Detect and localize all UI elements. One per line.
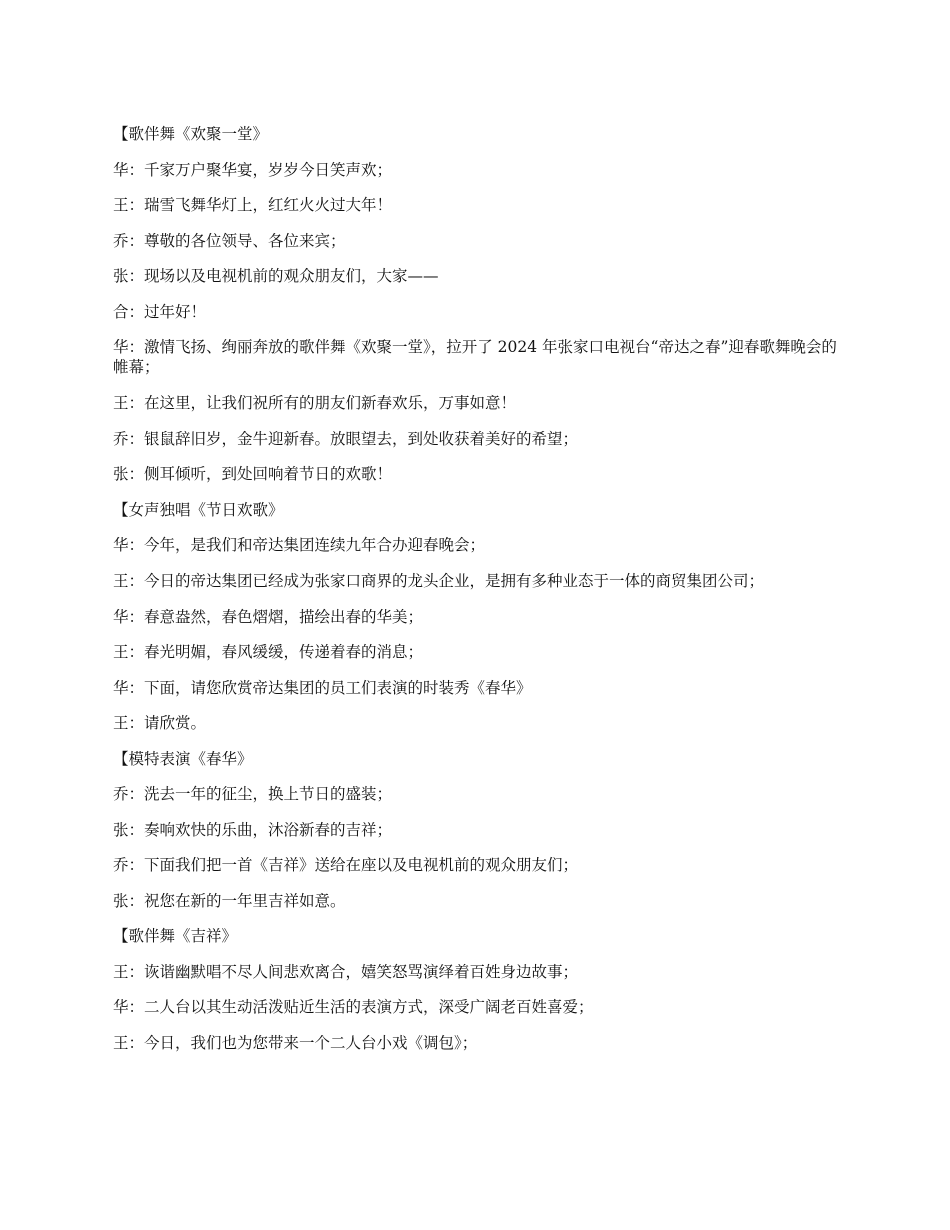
dialogue-line: 张：侧耳倾听，到处回响着节日的欢歌！ (113, 465, 393, 483)
section-heading: 【模特表演《春华》 (113, 749, 253, 768)
dialogue-line: 张：现场以及电视机前的观众朋友们，大家—— (113, 267, 439, 285)
dialogue-line: 乔：尊敬的各位领导、各位来宾； (113, 231, 346, 250)
dialogue-line: 王：今日的帝达集团已经成为张家口商界的龙头企业，是拥有多种业态于一体的商贸集团公司； (113, 571, 765, 590)
dialogue-line: 张：奏响欢快的乐曲，沐浴新春的吉祥； (113, 820, 393, 839)
dialogue-line: 王：在这里，让我们祝所有的朋友们新春欢乐，万事如意！ (113, 394, 517, 412)
document-body (113, 124, 843, 1068)
dialogue-line: 张：祝您在新的一年里吉祥如意。 (113, 891, 346, 910)
dialogue-line: 合：过年好！ (113, 302, 207, 321)
dialogue-line: 华：二人台以其生动活泼贴近生活的表演方式，深受广阔老百姓喜爱； (113, 998, 594, 1016)
section-heading: 【歌伴舞《欢聚一堂》 (113, 125, 269, 143)
dialogue-line: 华：春意盎然，春色熠熠，描绘出春的华美； (113, 607, 424, 626)
dialogue-line: 华：今年，是我们和帝达集团连续九年合办迎春晚会； (113, 536, 486, 554)
dialogue-line: 王：瑞雪飞舞华灯上，红红火火过大年！ (113, 196, 393, 214)
section-heading: 【女声独唱《节日欢歌》 (113, 500, 284, 519)
dialogue-line: 王：春光明媚，春风缓缓，传递着春的消息； (113, 643, 424, 661)
dialogue-line: 华：千家万户聚华宴，岁岁今日笑声欢； (113, 160, 393, 179)
dialogue-line: 王：今日，我们也为您带来一个二人台小戏《调包》； (113, 1033, 478, 1052)
dialogue-line: 王：请欣赏。 (113, 714, 207, 732)
dialogue-line: 华：激情飞扬、绚丽奔放的歌伴舞《欢聚一堂》，拉开了 2024 年张家口电视台“帝达之春”迎春歌舞晚会的帷幕； (113, 338, 837, 376)
dialogue-line: 王：诙谐幽默唱不尽人间悲欢离合，嬉笑怒骂演绎着百姓身边故事； (113, 962, 579, 981)
dialogue-line: 乔：下面我们把一首《吉祥》送给在座以及电视机前的观众朋友们； (113, 856, 579, 874)
section-heading: 【歌伴舞《吉祥》 (113, 927, 238, 945)
dialogue-line: 乔：洗去一年的征尘，换上节日的盛装； (113, 785, 393, 803)
dialogue-line: 华：下面，请您欣赏帝达集团的员工们表演的时装秀《春华》 (113, 678, 532, 697)
dialogue-line: 乔：银鼠辞旧岁，金牛迎新春。放眼望去，到处收获着美好的希望； (113, 429, 579, 448)
